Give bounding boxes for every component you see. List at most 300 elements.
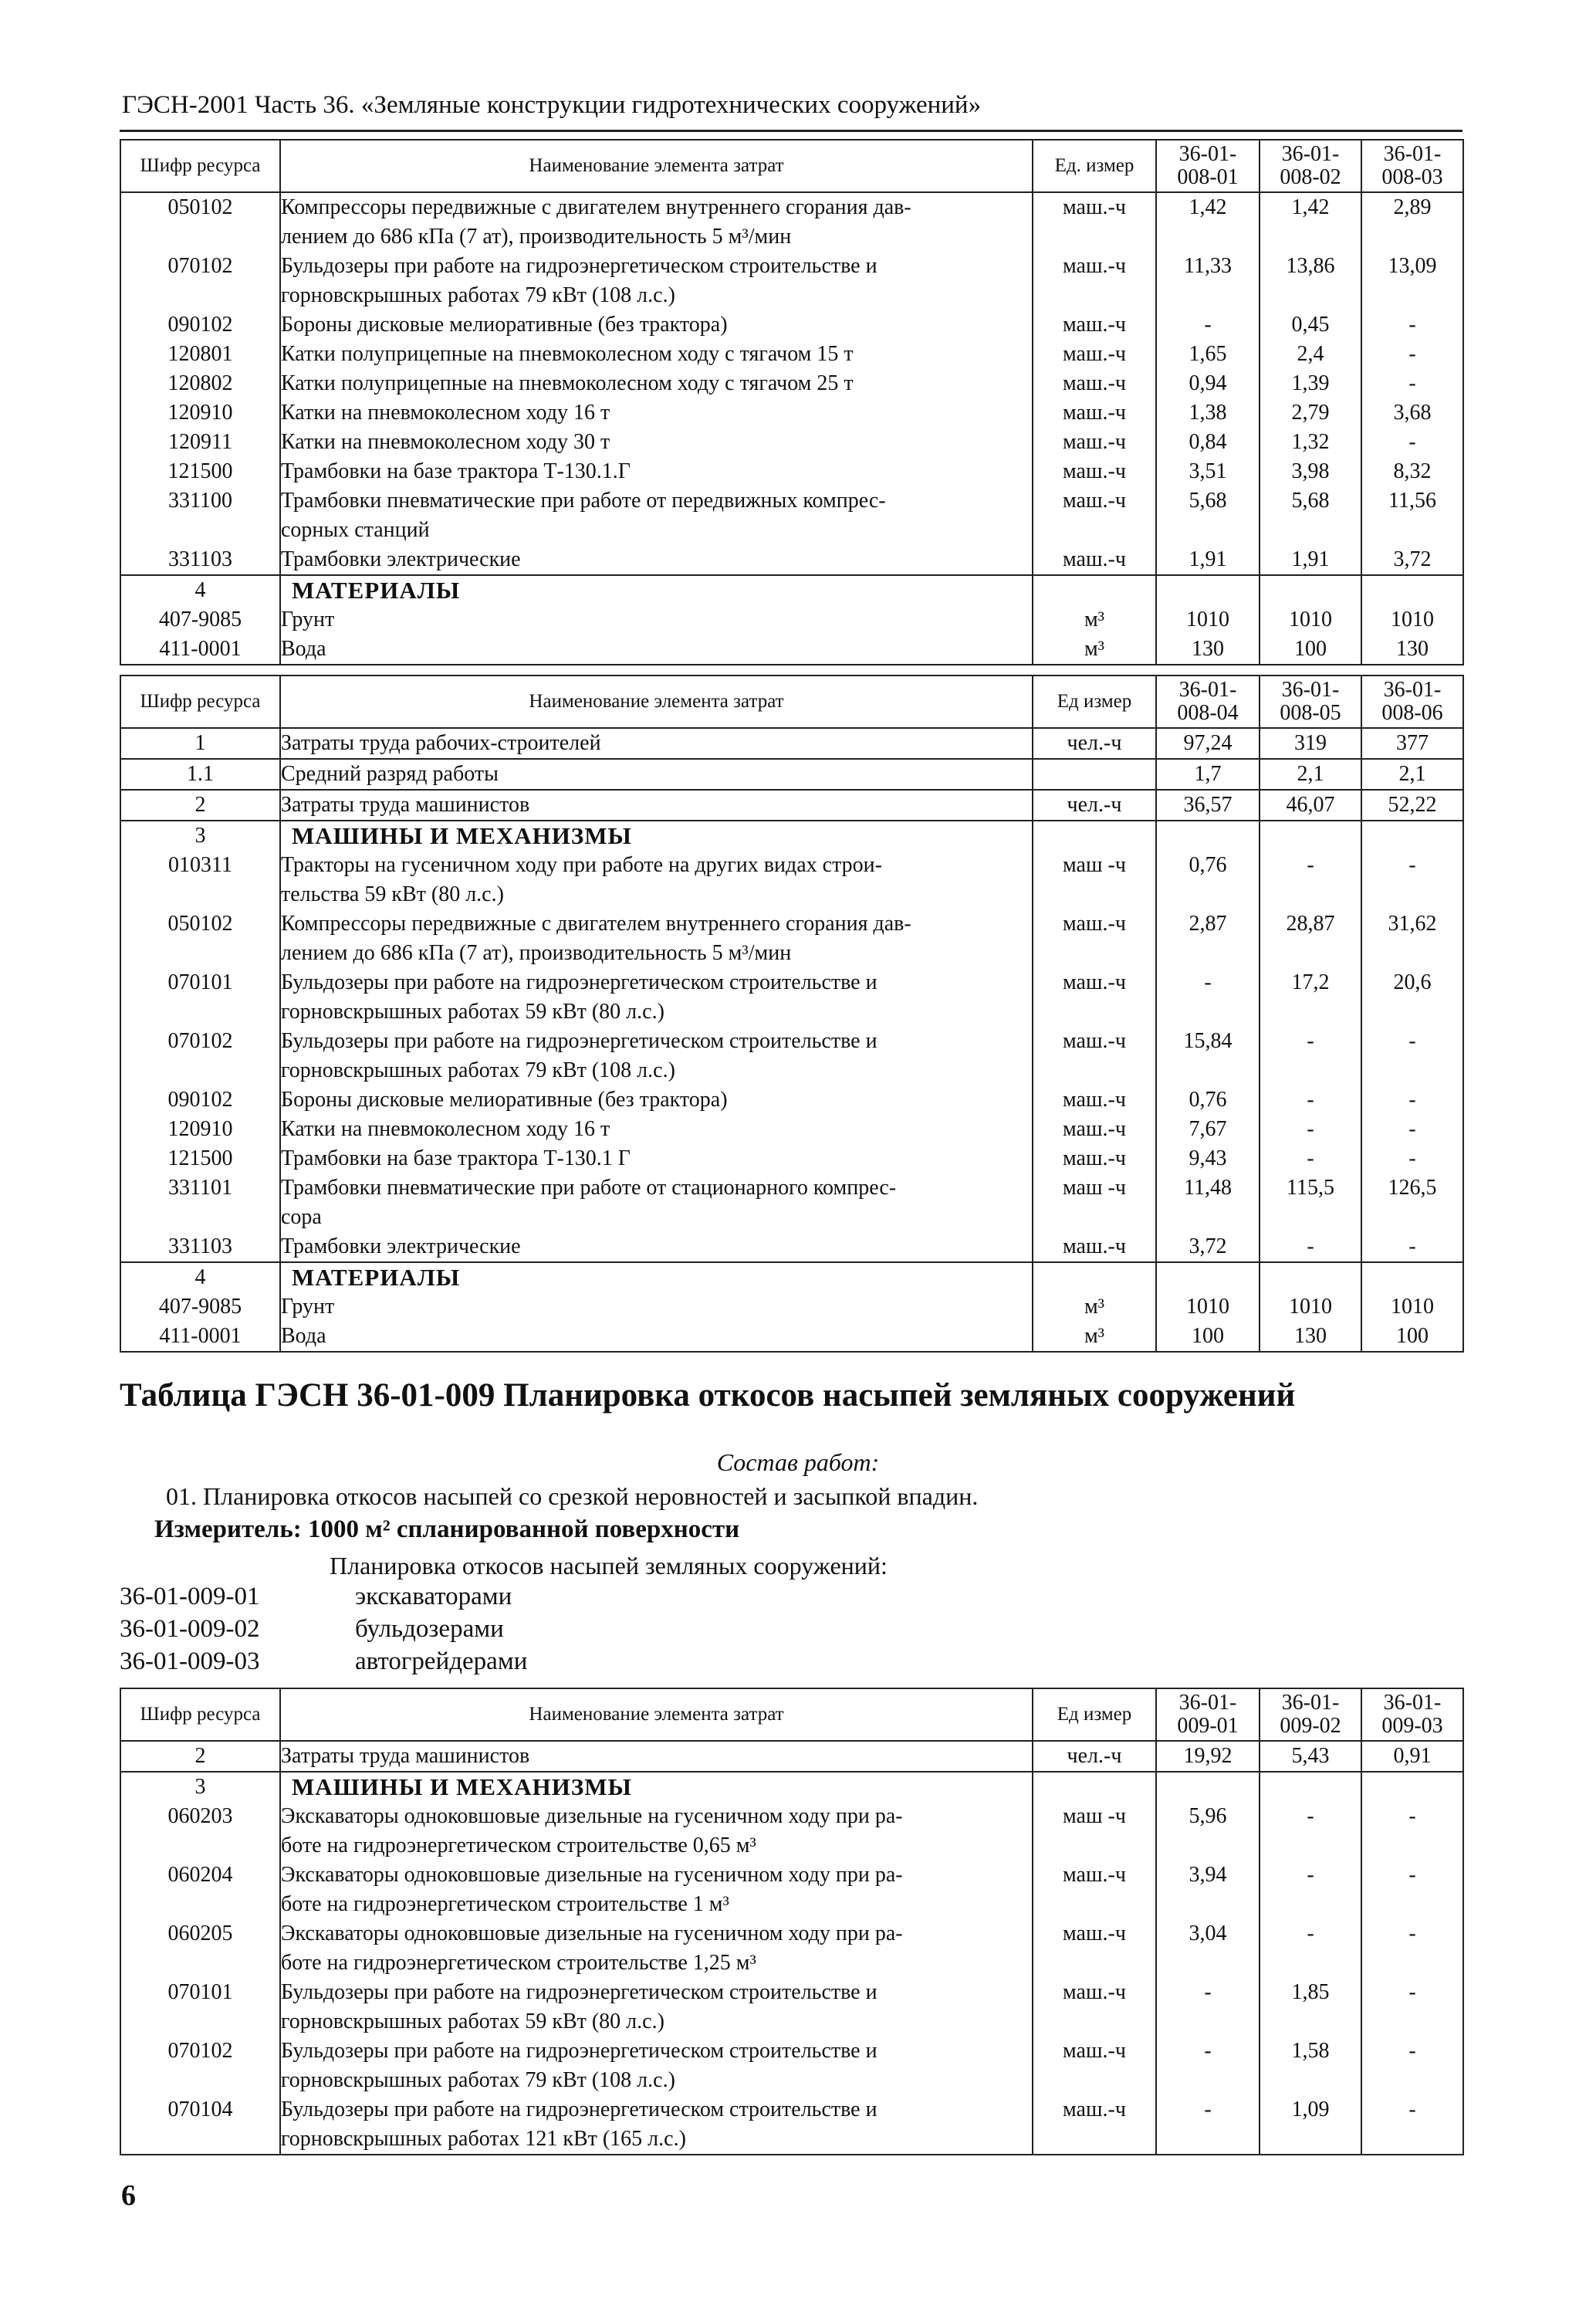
resource-name <box>280 1232 1033 1262</box>
rate-value <box>1260 1262 1361 1292</box>
resource-name <box>280 575 1033 605</box>
rate-value: - <box>1260 1115 1361 1144</box>
rate-value: 0,84 <box>1156 428 1260 457</box>
table-row <box>120 1144 1463 1173</box>
resource-name-line: Трамбовки на базе трактора Т-130.1.Г <box>281 459 631 483</box>
unit-of-measure: маш.-ч <box>1033 1115 1156 1144</box>
resource-name-line: Экскаваторы одноковшовые дизельные на гусеничном ходу при ра- <box>281 1922 903 1945</box>
table-header-row <box>120 140 1463 192</box>
header-rate-code: 36-01- 008-03 <box>1361 140 1463 192</box>
table-header-row <box>120 676 1463 728</box>
work-item: 01. Планировка откосов насыпей со срезкой неровностей и засыпкой впадин. <box>166 1482 979 1510</box>
rate-value: - <box>1260 1802 1361 1861</box>
resource-code: 120801 <box>120 340 280 369</box>
rate-value: 5,68 <box>1156 486 1260 545</box>
unit-of-measure: маш.-ч <box>1033 252 1156 310</box>
resource-code: 2 <box>120 1741 280 1772</box>
unit-of-measure <box>1033 759 1156 790</box>
resource-name-line: Бульдозеры при работе на гидроэнергетическом строительстве и <box>281 2039 877 2063</box>
resource-code: 090102 <box>120 310 280 340</box>
header-cipher: Шифр ресурса <box>120 140 280 192</box>
table-row <box>120 1085 1463 1115</box>
rate-value: 3,72 <box>1156 1232 1260 1262</box>
rate-value: - <box>1361 851 1463 909</box>
resource-name <box>280 457 1033 486</box>
resource-name-line: лением до 686 кПа (7 ат), производительность 5 м³/мин <box>281 941 792 965</box>
table-row <box>120 428 1463 457</box>
resource-code: 120910 <box>120 1115 280 1144</box>
resource-name <box>280 2037 1033 2095</box>
table-row <box>120 1802 1463 1861</box>
resource-code: 1.1 <box>120 759 280 790</box>
resource-name <box>280 1144 1033 1173</box>
resource-code: 090102 <box>120 1085 280 1115</box>
rate-value: 1,65 <box>1156 340 1260 369</box>
rate-value: 1,39 <box>1260 369 1361 398</box>
resource-name-line: Грунт <box>281 608 335 631</box>
resource-name <box>280 909 1033 968</box>
unit-of-measure: маш.-ч <box>1033 1861 1156 1919</box>
table-row <box>120 1115 1463 1144</box>
rate-value: 36,57 <box>1156 790 1260 821</box>
rate-value: 13,09 <box>1361 252 1463 310</box>
header-rate-code: 36-01- 008-02 <box>1260 140 1361 192</box>
unit-of-measure: маш.-ч <box>1033 1919 1156 1978</box>
resource-name <box>280 310 1033 340</box>
resource-code: 2 <box>120 790 280 821</box>
rate-value: - <box>1361 428 1463 457</box>
rate-value: 3,72 <box>1361 545 1463 575</box>
header-rate-code: 36-01- 008-05 <box>1260 676 1361 728</box>
rate-value: - <box>1260 1027 1361 1085</box>
resource-name-line: МАШИНЫ И МЕХАНИЗМЫ <box>292 1773 632 1800</box>
rate-value: 3,98 <box>1260 457 1361 486</box>
variants-title: Планировка откосов насыпей земляных сооружений: <box>330 1552 888 1580</box>
rate-value: 46,07 <box>1260 790 1361 821</box>
resource-name-line: Компрессоры передвижные с двигателем внутреннего сгорания дав- <box>281 912 911 936</box>
rate-value: - <box>1156 310 1260 340</box>
rate-value: 0,91 <box>1361 1741 1463 1772</box>
resource-code: 3 <box>120 821 280 851</box>
rate-value: - <box>1361 1115 1463 1144</box>
resource-code: 407-9085 <box>120 1292 280 1322</box>
rate-value: 1,42 <box>1260 192 1361 252</box>
rate-value: 11,48 <box>1156 1173 1260 1232</box>
section-row <box>120 1262 1463 1292</box>
rate-value: 2,4 <box>1260 340 1361 369</box>
variant-code: 36-01-009-01 <box>120 1583 260 1610</box>
resource-name-line: горновскрышных работах 59 кВт (80 л.с.) <box>281 1000 664 1024</box>
resource-name <box>280 790 1033 821</box>
table-row <box>120 1232 1463 1262</box>
table-row <box>120 545 1463 575</box>
resource-name <box>280 252 1033 310</box>
resource-code: 121500 <box>120 457 280 486</box>
resource-name-line: Катки полуприцепные на пневмоколесном ходу с тягачом 25 т <box>281 371 854 395</box>
resource-name-line: горновскрышных работах 79 кВт (108 л.с.) <box>281 1058 675 1082</box>
resource-code: 331103 <box>120 1232 280 1262</box>
rate-value <box>1156 821 1260 851</box>
unit-of-measure: маш.-ч <box>1033 369 1156 398</box>
resource-name-line: сорных станций <box>281 518 430 542</box>
header-name: Наименование элемента затрат <box>280 676 1033 728</box>
rate-value: - <box>1361 2095 1463 2155</box>
unit-of-measure: м³ <box>1033 605 1156 635</box>
resource-code: 060204 <box>120 1861 280 1919</box>
resource-name <box>280 1919 1033 1978</box>
header-rate-code: 36-01- 008-01 <box>1156 140 1260 192</box>
measure-unit: Измеритель: 1000 м² спланированной поверхности <box>154 1515 740 1543</box>
rate-value: 1010 <box>1156 1292 1260 1322</box>
header-rate-code: 36-01- 009-01 <box>1156 1688 1260 1741</box>
table-row <box>120 2095 1463 2155</box>
resource-name-line: Бульдозеры при работе на гидроэнергетическом строительстве и <box>281 2098 877 2121</box>
resource-code: 331103 <box>120 545 280 575</box>
resource-name-line: МАТЕРИАЛЫ <box>292 1264 461 1291</box>
unit-of-measure: маш.-ч <box>1033 192 1156 252</box>
resource-name <box>280 428 1033 457</box>
rate-value: - <box>1156 2037 1260 2095</box>
resource-name-line: тельства 59 кВт (80 л.с.) <box>281 882 504 906</box>
rate-value: 31,62 <box>1361 909 1463 968</box>
resource-code: 411-0001 <box>120 635 280 665</box>
resource-name-line: Катки на пневмоколесном ходу 16 т <box>281 1117 610 1141</box>
rate-value: - <box>1361 1085 1463 1115</box>
resource-name-line: Экскаваторы одноковшовые дизельные на гусеничном ходу при ра- <box>281 1863 903 1887</box>
table-row <box>120 310 1463 340</box>
rate-value: - <box>1260 1232 1361 1262</box>
rate-value: 100 <box>1156 1322 1260 1352</box>
resource-name <box>280 192 1033 252</box>
resource-name-line: Затраты труда машинистов <box>281 1744 530 1768</box>
table-row <box>120 252 1463 310</box>
rate-value: - <box>1260 1085 1361 1115</box>
rate-value: 1,32 <box>1260 428 1361 457</box>
unit-of-measure: маш.-ч <box>1033 909 1156 968</box>
resource-name <box>280 340 1033 369</box>
resource-table-009 <box>120 1688 1464 2155</box>
variant-label: экскаваторами <box>355 1583 512 1610</box>
rate-value: 3,04 <box>1156 1919 1260 1978</box>
rate-value: 20,6 <box>1361 968 1463 1027</box>
running-header: ГЭСН-2001 Часть 36. «Земляные конструкции гидротехнических сооружений» <box>122 91 982 119</box>
resource-name-line: Бульдозеры при работе на гидроэнергетическом строительстве и <box>281 970 877 994</box>
rate-value: 2,1 <box>1361 759 1463 790</box>
section-title: Таблица ГЭСН 36-01-009 Планировка откосов насыпей земляных сооружений <box>120 1377 1296 1414</box>
resource-code: 4 <box>120 575 280 605</box>
header-cipher: Шифр ресурса <box>120 676 280 728</box>
unit-of-measure: маш.-ч <box>1033 968 1156 1027</box>
rate-value: 9,43 <box>1156 1144 1260 1173</box>
unit-of-measure: маш -ч <box>1033 851 1156 909</box>
resource-name-line: Затраты труда рабочих-строителей <box>281 731 601 755</box>
resource-name <box>280 851 1033 909</box>
resource-name <box>280 1085 1033 1115</box>
resource-name <box>280 821 1033 851</box>
resource-name-line: горновскрышных работах 121 кВт (165 л.с.) <box>281 2127 686 2151</box>
header-rate-code: 36-01- 008-04 <box>1156 676 1260 728</box>
resource-name-line: МАШИНЫ И МЕХАНИЗМЫ <box>292 822 632 849</box>
header-unit: Ед измер <box>1033 1688 1156 1741</box>
resource-name-line: Бульдозеры при работе на гидроэнергетическом строительстве и <box>281 1029 877 1053</box>
resource-table-008-01-03 <box>120 139 1464 665</box>
table-row <box>120 790 1463 821</box>
header-rule <box>120 130 1462 132</box>
rate-value: - <box>1361 1144 1463 1173</box>
resource-name <box>280 1802 1033 1861</box>
unit-of-measure: маш.-ч <box>1033 545 1156 575</box>
resource-name-line: Затраты труда машинистов <box>281 793 530 817</box>
resource-code: 050102 <box>120 192 280 252</box>
table-row <box>120 909 1463 968</box>
resource-code: 070102 <box>120 1027 280 1085</box>
variant-item <box>120 1615 504 1644</box>
resource-name <box>280 605 1033 635</box>
rate-value <box>1361 575 1463 605</box>
unit-of-measure: м³ <box>1033 635 1156 665</box>
table-row <box>120 2037 1463 2095</box>
resource-name <box>280 1027 1033 1085</box>
table-row <box>120 457 1463 486</box>
rate-value: 100 <box>1260 635 1361 665</box>
rate-value: 8,32 <box>1361 457 1463 486</box>
resource-name-line: Трамбовки электрические <box>281 547 521 571</box>
table-row <box>120 851 1463 909</box>
resource-name-line: горновскрышных работах 79 кВт (108 л.с.) <box>281 283 675 307</box>
variant-label: бульдозерами <box>355 1615 504 1643</box>
table-row <box>120 1861 1463 1919</box>
resource-name-line: Трамбовки пневматические при работе от передвижных компрес- <box>281 489 886 513</box>
rate-value: - <box>1156 1978 1260 2037</box>
resource-name-line: боте на гидроэнергетическом строительстве 1,25 м³ <box>281 1951 756 1975</box>
resource-name <box>280 728 1033 759</box>
resource-name <box>280 1772 1033 1802</box>
unit-of-measure: м³ <box>1033 1322 1156 1352</box>
table-header-row <box>120 1688 1463 1741</box>
unit-of-measure: маш.-ч <box>1033 1085 1156 1115</box>
resource-name <box>280 635 1033 665</box>
variant-code: 36-01-009-02 <box>120 1615 260 1643</box>
resource-code: 060203 <box>120 1802 280 1861</box>
resource-name-line: Бульдозеры при работе на гидроэнергетическом строительстве и <box>281 1980 877 2004</box>
resource-code: 331101 <box>120 1173 280 1232</box>
page-number: 6 <box>121 2179 136 2212</box>
unit-of-measure: маш.-ч <box>1033 486 1156 545</box>
rate-value: 377 <box>1361 728 1463 759</box>
header-rate-code: 36-01- 008-06 <box>1361 676 1463 728</box>
table-row <box>120 968 1463 1027</box>
resource-name <box>280 545 1033 575</box>
table-row <box>120 369 1463 398</box>
rate-value: 5,68 <box>1260 486 1361 545</box>
rate-value: 2,79 <box>1260 398 1361 428</box>
resource-table-008-04-06 <box>120 675 1464 1353</box>
table-row <box>120 1292 1463 1322</box>
rate-value: 0,76 <box>1156 851 1260 909</box>
resource-name-line: Трамбовки пневматические при работе от стационарного компрес- <box>281 1176 897 1200</box>
unit-of-measure: маш.-ч <box>1033 1144 1156 1173</box>
unit-of-measure <box>1033 821 1156 851</box>
table-row <box>120 1978 1463 2037</box>
resource-name-line: горновскрышных работах 59 кВт (80 л.с.) <box>281 2010 664 2033</box>
resource-name <box>280 1173 1033 1232</box>
resource-name-line: Бороны дисковые мелиоративные (без трактора) <box>281 1088 728 1112</box>
rate-value: - <box>1361 340 1463 369</box>
resource-name <box>280 369 1033 398</box>
rate-value: - <box>1260 851 1361 909</box>
header-name: Наименование элемента затрат <box>280 1688 1033 1741</box>
table-row <box>120 192 1463 252</box>
unit-of-measure: маш.-ч <box>1033 2095 1156 2155</box>
resource-name-line: Экскаваторы одноковшовые дизельные на гусеничном ходу при ра- <box>281 1804 903 1828</box>
resource-name-line: Катки полуприцепные на пневмоколесном ходу с тягачом 15 т <box>281 342 854 366</box>
resource-code: 120802 <box>120 369 280 398</box>
resource-name-line: горновскрышных работах 79 кВт (108 л.с.) <box>281 2068 675 2092</box>
resource-name <box>280 968 1033 1027</box>
rate-value: 3,68 <box>1361 398 1463 428</box>
header-cipher: Шифр ресурса <box>120 1688 280 1741</box>
rate-value <box>1260 575 1361 605</box>
table-row <box>120 340 1463 369</box>
rate-value: 11,33 <box>1156 252 1260 310</box>
unit-of-measure: чел.-ч <box>1033 1741 1156 1772</box>
resource-code: 331100 <box>120 486 280 545</box>
resource-name <box>280 1115 1033 1144</box>
rate-value <box>1361 821 1463 851</box>
rate-value: - <box>1156 2095 1260 2155</box>
resource-name-line: Бороны дисковые мелиоративные (без трактора) <box>281 313 728 337</box>
rate-value: 1,7 <box>1156 759 1260 790</box>
resource-name-line: Катки на пневмоколесном ходу 30 т <box>281 430 610 454</box>
resource-code: 411-0001 <box>120 1322 280 1352</box>
table-row <box>120 1741 1463 1772</box>
resource-name <box>280 1262 1033 1292</box>
rate-value <box>1361 1262 1463 1292</box>
rate-value: 1,91 <box>1260 545 1361 575</box>
resource-name <box>280 759 1033 790</box>
rate-value: 2,89 <box>1361 192 1463 252</box>
unit-of-measure: маш.-ч <box>1033 457 1156 486</box>
rate-value: 1010 <box>1361 605 1463 635</box>
unit-of-measure: чел.-ч <box>1033 728 1156 759</box>
rate-value: 2,87 <box>1156 909 1260 968</box>
section-row <box>120 1772 1463 1802</box>
header-name: Наименование элемента затрат <box>280 140 1033 192</box>
rate-value: 1,09 <box>1260 2095 1361 2155</box>
rate-value: 0,45 <box>1260 310 1361 340</box>
variant-code: 36-01-009-03 <box>120 1647 260 1675</box>
header-unit: Ед. измер <box>1033 140 1156 192</box>
resource-name-line: боте на гидроэнергетическом строительстве 1 м³ <box>281 1892 729 1916</box>
rate-value: 52,22 <box>1361 790 1463 821</box>
unit-of-measure <box>1033 1262 1156 1292</box>
resource-name-line: боте на гидроэнергетическом строительстве 0,65 м³ <box>281 1834 756 1857</box>
resource-code: 070104 <box>120 2095 280 2155</box>
unit-of-measure <box>1033 575 1156 605</box>
composition-label: Состав работ: <box>716 1448 880 1476</box>
rate-value: - <box>1260 1144 1361 1173</box>
resource-code: 407-9085 <box>120 605 280 635</box>
rate-value: - <box>1361 369 1463 398</box>
rate-value <box>1156 1262 1260 1292</box>
rate-value: - <box>1260 1919 1361 1978</box>
rate-value: - <box>1361 1861 1463 1919</box>
resource-name-line: Вода <box>281 637 326 661</box>
resource-name <box>280 1292 1033 1322</box>
rate-value <box>1156 575 1260 605</box>
rate-value: - <box>1361 1027 1463 1085</box>
rate-value: 1010 <box>1156 605 1260 635</box>
rate-value: - <box>1361 2037 1463 2095</box>
rate-value: 97,24 <box>1156 728 1260 759</box>
rate-value: 115,5 <box>1260 1173 1361 1232</box>
rate-value: 130 <box>1361 635 1463 665</box>
rate-value: - <box>1361 1978 1463 2037</box>
rate-value: - <box>1361 1919 1463 1978</box>
resource-code: 070101 <box>120 1978 280 2037</box>
unit-of-measure: маш -ч <box>1033 1802 1156 1861</box>
resource-code: 1 <box>120 728 280 759</box>
rate-value: 1,42 <box>1156 192 1260 252</box>
variant-item <box>120 1647 527 1676</box>
rate-value: - <box>1260 1861 1361 1919</box>
unit-of-measure: маш.-ч <box>1033 310 1156 340</box>
unit-of-measure: маш.-ч <box>1033 1232 1156 1262</box>
table-row <box>120 635 1463 665</box>
table-row <box>120 605 1463 635</box>
rate-value: 3,51 <box>1156 457 1260 486</box>
table-row <box>120 1173 1463 1232</box>
rate-value: 3,94 <box>1156 1861 1260 1919</box>
resource-name-line: Компрессоры передвижные с двигателем внутреннего сгорания дав- <box>281 195 911 219</box>
rate-value: 1,38 <box>1156 398 1260 428</box>
rate-value: 5,96 <box>1156 1802 1260 1861</box>
rate-value: 11,56 <box>1361 486 1463 545</box>
resource-code: 070101 <box>120 968 280 1027</box>
rate-value: 100 <box>1361 1322 1463 1352</box>
resource-name-line: сора <box>281 1205 322 1229</box>
header-unit: Ед измер <box>1033 676 1156 728</box>
unit-of-measure: маш.-ч <box>1033 428 1156 457</box>
unit-of-measure <box>1033 1772 1156 1802</box>
rate-value <box>1260 1772 1361 1802</box>
unit-of-measure: маш.-ч <box>1033 340 1156 369</box>
resource-name <box>280 1741 1033 1772</box>
rate-value: 1,85 <box>1260 1978 1361 2037</box>
header-rate-code: 36-01- 009-03 <box>1361 1688 1463 1741</box>
resource-name <box>280 486 1033 545</box>
resource-name <box>280 2095 1033 2155</box>
resource-name-line: Вода <box>281 1324 326 1348</box>
rate-value: 15,84 <box>1156 1027 1260 1085</box>
resource-code: 120911 <box>120 428 280 457</box>
rate-value: 1010 <box>1361 1292 1463 1322</box>
resource-code: 120910 <box>120 398 280 428</box>
table-row <box>120 759 1463 790</box>
resource-code: 010311 <box>120 851 280 909</box>
rate-value: - <box>1361 1802 1463 1861</box>
unit-of-measure: маш.-ч <box>1033 398 1156 428</box>
rate-value: 28,87 <box>1260 909 1361 968</box>
unit-of-measure: маш.-ч <box>1033 2037 1156 2095</box>
rate-value: 126,5 <box>1361 1173 1463 1232</box>
resource-name <box>280 1861 1033 1919</box>
resource-name-line: Тракторы на гусеничном ходу при работе на других видах строи- <box>281 853 882 877</box>
resource-code: 070102 <box>120 2037 280 2095</box>
resource-code: 060205 <box>120 1919 280 1978</box>
resource-name-line: Грунт <box>281 1295 335 1319</box>
rate-value: 1,58 <box>1260 2037 1361 2095</box>
